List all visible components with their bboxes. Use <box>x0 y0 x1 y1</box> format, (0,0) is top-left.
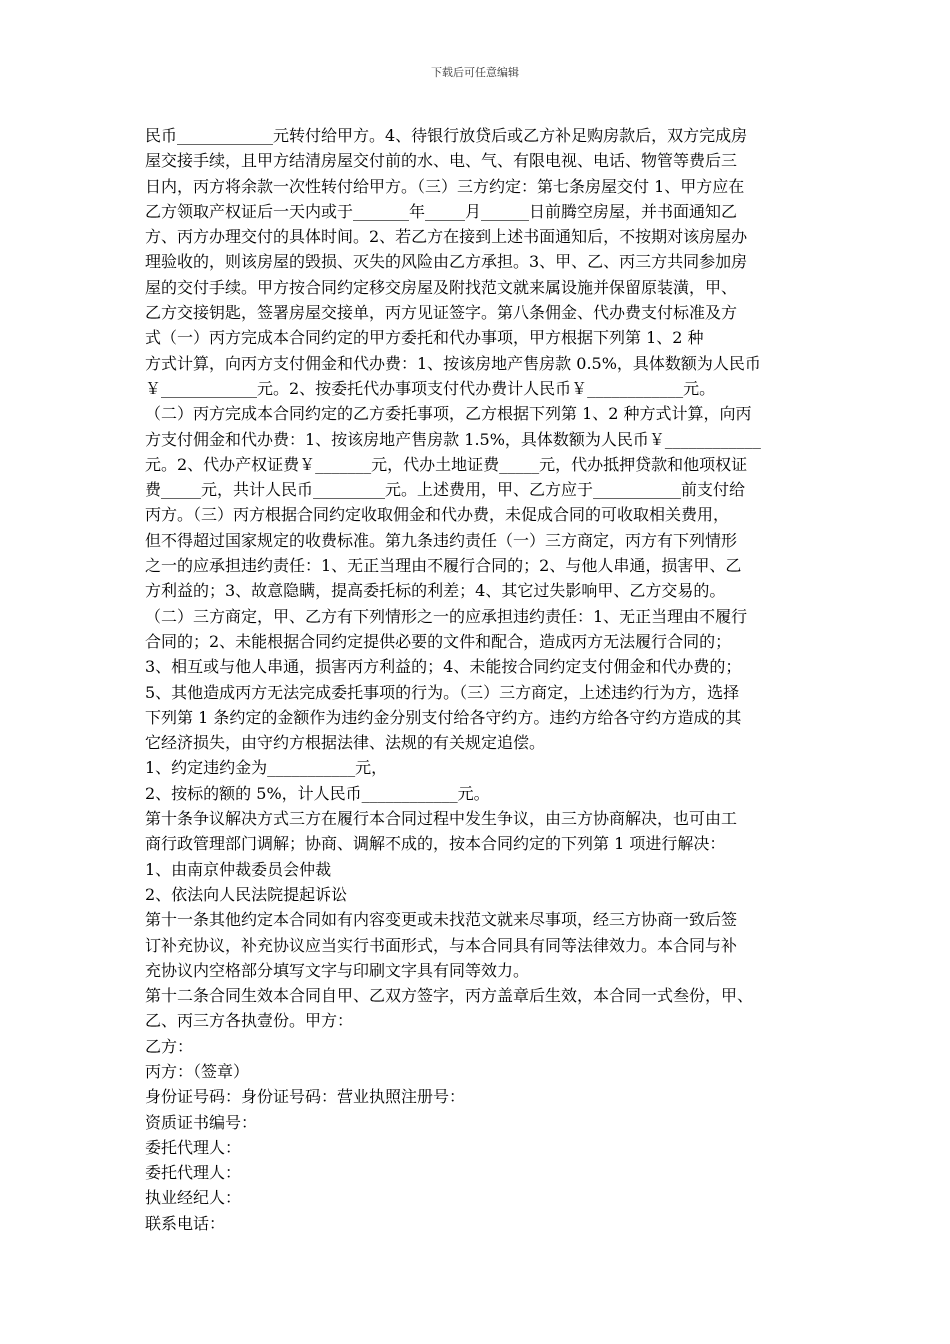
text-line: 2、按标的额的 5%，计人民币____________元。 <box>145 783 490 803</box>
text-line: 订补充协议，补充协议应当实行书面形式，与本合同具有同等法律效力。本合同与补 <box>145 935 738 955</box>
text-line: 屋的交付手续。甲方按合同约定移交房屋及附找范文就来属设施并保留原装潢，甲、 <box>145 277 738 297</box>
text-line: 第十一条其他约定本合同如有内容变更或未找范文就来尽事项，经三方协商一致后签 <box>145 910 738 930</box>
text-line: 1、约定违约金为___________元， <box>145 758 388 778</box>
text-line: 方支付佣金和代办费：1、按该房地产售房款 1.5%，具体数额为人民币￥____________ <box>145 429 761 449</box>
text-line: 合同的；2、未能根据合同约定提供必要的文件和配合，造成丙方无法履行合同的； <box>145 631 732 651</box>
text-line: 联系电话： <box>145 1213 226 1233</box>
text-line: （二）三方商定，甲、乙方有下列情形之一的应承担违约责任：1、无正当理由不履行 <box>145 606 748 626</box>
text-line: 执业经纪人： <box>145 1188 242 1208</box>
text-line: 式（一）丙方完成本合同约定的甲方委托和代办事项，甲方根据下列第 1、2 种 <box>145 328 704 348</box>
text-line: 下列第 1 条约定的金额作为违约金分别支付给各守约方。违约方给各守约方造成的其 <box>145 707 742 727</box>
text-line: 方利益的；3、故意隐瞒，提高委托标的利差；4、其它过失影响甲、乙方交易的。 <box>145 581 726 601</box>
text-line: 商行政管理部门调解；协商、调解不成的，按本合同约定的下列第 1 项进行解决： <box>145 834 726 854</box>
text-line: 第十条争议解决方式三方在履行本合同过程中发生争议，由三方协商解决，也可由工 <box>145 809 738 829</box>
text-line: 乙方领取产权证后一天内或于_______年_____月______日前腾空房屋，并书面通知乙 <box>145 201 738 221</box>
text-line: 丙方。（三）丙方根据合同约定收取佣金和代办费，未促成合同的可收取相关费用， <box>145 505 730 525</box>
text-line: 委托代理人： <box>145 1163 242 1183</box>
text-line: 1、由南京仲裁委员会仲裁 <box>145 859 332 879</box>
text-line: 民币____________元转付给甲方。4、待银行放贷后或乙方补足购房款后，双方完成房 <box>145 126 748 145</box>
text-line: 方式计算，向丙方支付佣金和代办费：1、按该房地产售房款 0.5%，具体数额为人民币 <box>145 353 761 373</box>
text-line: 元。2、代办产权证费￥_______元，代办土地证费_____元，代办抵押贷款和他项权证 <box>145 454 748 474</box>
text-line: 委托代理人： <box>145 1137 242 1157</box>
text-line: 屋交接手续，且甲方结清房屋交付前的水、电、气、有限电视、电话、物管等费后三 <box>145 151 738 171</box>
text-line: 乙、丙三方各执壹份。甲方： <box>145 1011 354 1031</box>
page-header: 下载后可任意编辑 <box>431 66 519 79</box>
text-line: 方、丙方办理交付的具体时间。2、若乙方在接到上述书面通知后，不按期对该房屋办 <box>145 227 748 247</box>
text-line: 之一的应承担违约责任：1、无正当理由不履行合同的；2、与他人串通，损害甲、乙 <box>145 556 742 576</box>
document-body <box>145 123 813 1236</box>
text-line: （二）丙方完成本合同约定的乙方委托事项，乙方根据下列第 1、2 种方式计算，向丙 <box>145 404 752 424</box>
text-line: 3、相互或与他人串通，损害丙方利益的；4、未能按合同约定支付佣金和代办费的； <box>145 657 742 677</box>
text-line: 第十二条合同生效本合同自甲、乙双方签字，丙方盖章后生效，本合同一式叁份，甲、 <box>145 986 754 1006</box>
text-line: 充协议内空格部分填写文字与印刷文字具有同等效力。 <box>145 960 530 980</box>
text-line: 5、其他造成丙方无法完成委托事项的行为。（三）三方商定，上述违约行为方，选择 <box>145 682 740 702</box>
text-line: 理验收的，则该房屋的毁损、灭失的风险由乙方承担。3、甲、乙、丙三方共同参加房 <box>145 252 748 272</box>
text-line: 乙方： <box>145 1036 194 1056</box>
text-line: 日内，丙方将余款一次性转付给甲方。（三）三方约定：第七条房屋交付 1、甲方应在 <box>145 176 745 196</box>
text-line: 费_____元，共计人民币_________元。上述费用，甲、乙方应于___________前支付给 <box>145 480 746 500</box>
text-line: 但不得超过国家规定的收费标准。第九条违约责任（一）三方商定，丙方有下列情形 <box>145 530 738 550</box>
text-line: 乙方交接钥匙，签署房屋交接单，丙方见证签字。第八条佣金、代办费支付标准及方 <box>145 303 738 323</box>
text-line: 资质证书编号： <box>145 1112 258 1132</box>
text-line: 身份证号码：身份证号码：营业执照注册号： <box>145 1087 466 1107</box>
text-line: 它经济损失，由守约方根据法律、法规的有关规定追偿。 <box>145 733 546 753</box>
text-line: 丙方：（签章） <box>145 1061 250 1081</box>
text-line: 2、依法向人民法院提起诉讼 <box>145 884 348 904</box>
text-line: ￥____________元。2、按委托代办事项支付代办费计人民币￥____________元。 <box>145 378 716 398</box>
